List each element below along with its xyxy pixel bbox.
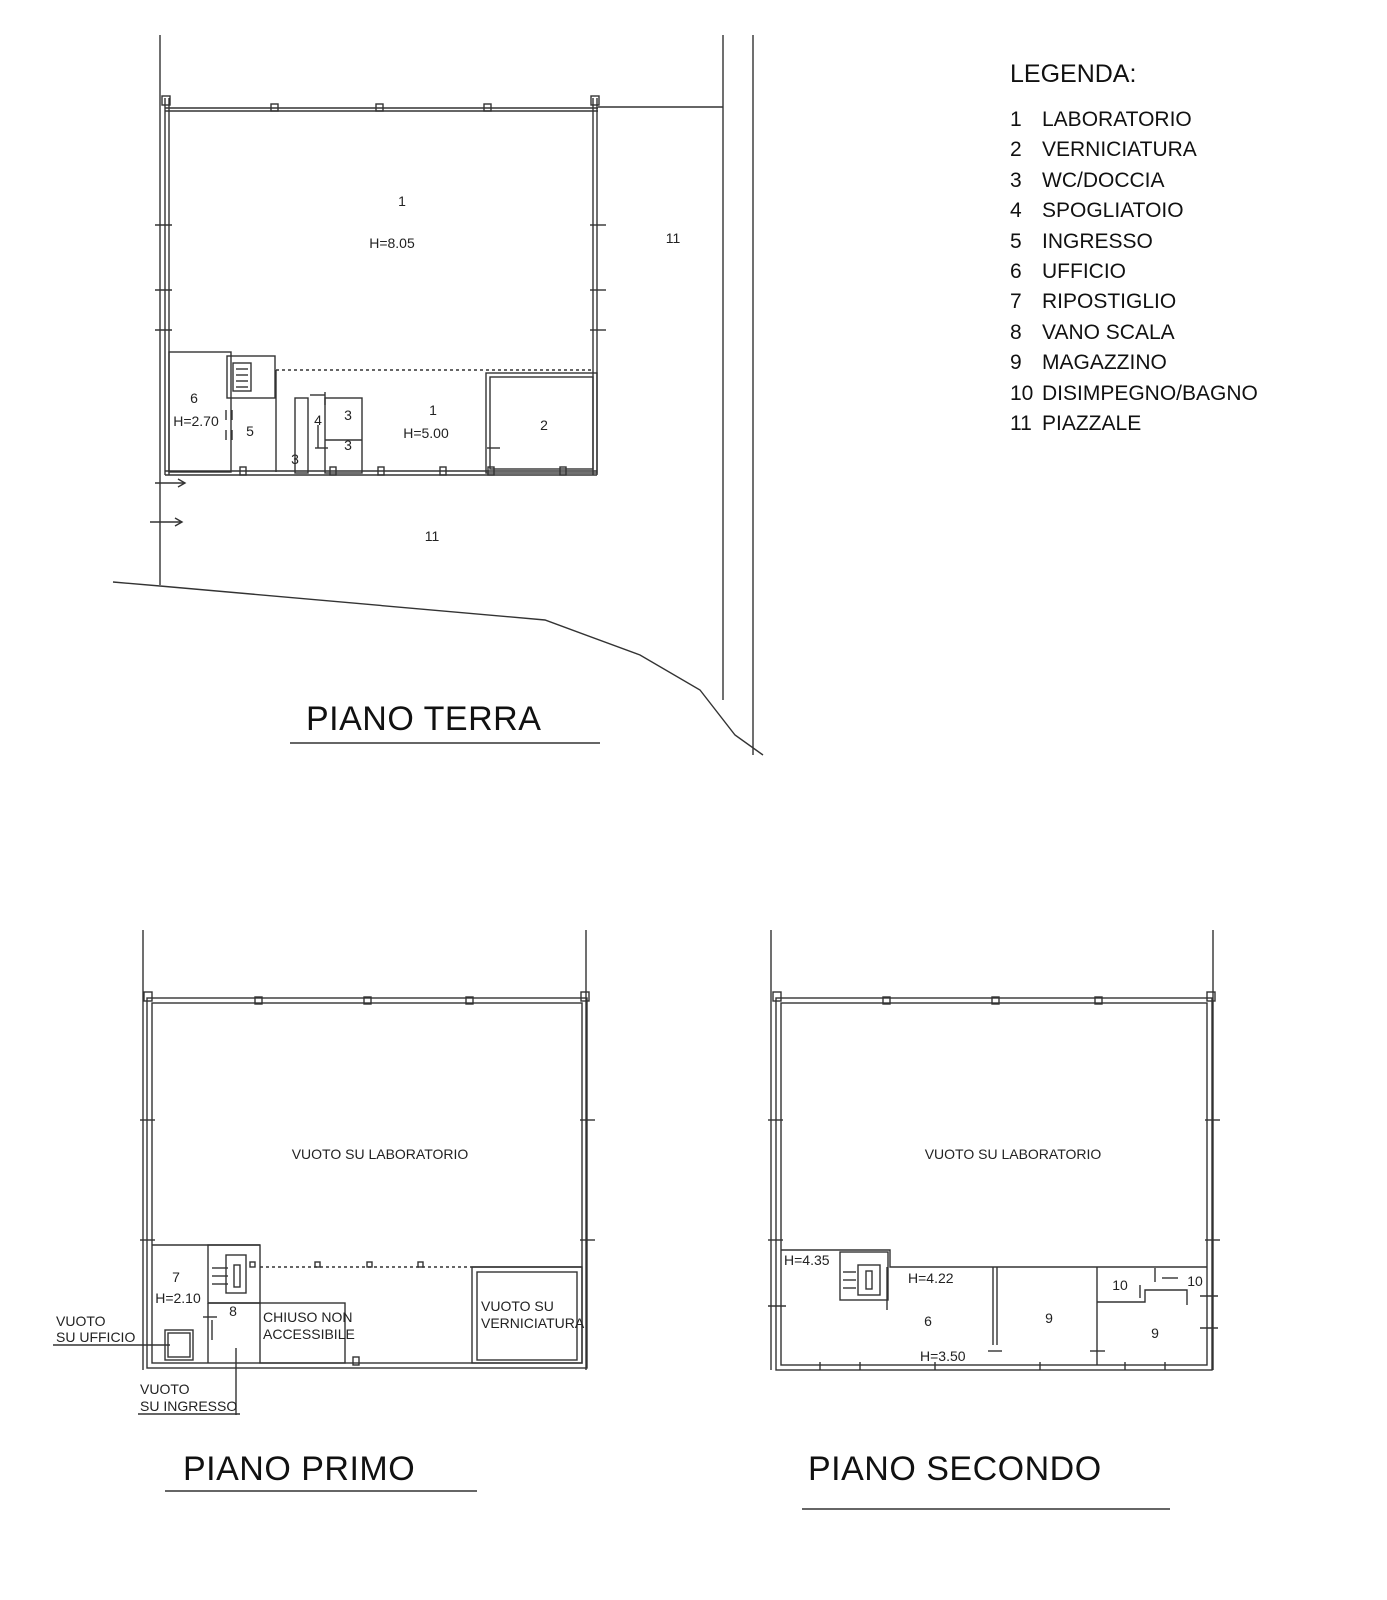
ps-uff-num: 6 xyxy=(924,1313,932,1329)
legend-item-label: VERNICIATURA xyxy=(1042,138,1197,162)
pp-void-vern-l1: VUOTO SU xyxy=(481,1298,554,1314)
pt-lab-height: H=8.05 xyxy=(369,235,415,251)
legend-item xyxy=(1010,135,1258,165)
pt-lab-num: 1 xyxy=(398,193,406,209)
legend-title: LEGENDA: xyxy=(1010,60,1137,88)
pp-rip-height: H=2.10 xyxy=(155,1290,201,1306)
pp-void-uff-l1: VUOTO xyxy=(56,1313,106,1329)
legend-item xyxy=(1010,196,1258,226)
ps-mag-b: 9 xyxy=(1151,1325,1159,1341)
legend-item-label: LABORATORIO xyxy=(1042,108,1192,131)
ps-h-422: H=4.22 xyxy=(908,1270,954,1286)
legend-item xyxy=(1010,348,1258,378)
pt-verniciatura-num: 2 xyxy=(540,417,548,433)
legend-item-label: RIPOSTIGLIO xyxy=(1042,290,1177,314)
pt-office-height: H=2.70 xyxy=(173,413,219,429)
legend-item-label: VANO SCALA xyxy=(1042,320,1175,344)
ps-h-435: H=4.35 xyxy=(784,1252,830,1268)
legend-item-num: 10 xyxy=(1010,381,1034,405)
legend-item-label: UFFICIO xyxy=(1042,259,1126,283)
pt-lab2-height: H=5.00 xyxy=(403,425,449,441)
piano-terra-title: PIANO TERRA xyxy=(306,700,542,738)
legend-item xyxy=(1010,166,1258,196)
piano-terra-plan xyxy=(113,35,763,755)
legend-item-label: PIAZZALE xyxy=(1042,411,1142,435)
legend-item xyxy=(1010,379,1258,409)
legend-item-num: 9 xyxy=(1010,351,1022,375)
piano-primo-plan xyxy=(53,930,595,1491)
pt-wc-b: 3 xyxy=(344,407,352,423)
ps-dis-b: 10 xyxy=(1187,1273,1203,1289)
pt-piazzale-bottom: 11 xyxy=(424,528,440,544)
pt-wc-a: 3 xyxy=(291,451,299,467)
pp-void-vern-l2: VERNICIATURA xyxy=(481,1315,585,1331)
ps-mag-a: 9 xyxy=(1045,1310,1053,1326)
pt-lab2-num: 1 xyxy=(429,402,437,418)
legend-item-num: 4 xyxy=(1010,199,1022,223)
pt-office-num: 6 xyxy=(190,390,198,406)
legend-item-num: 3 xyxy=(1010,168,1022,192)
pt-piazzale-right: 11 xyxy=(665,230,681,246)
legend-item-num: 5 xyxy=(1010,229,1022,253)
pp-void-ingr-l1: VUOTO xyxy=(140,1381,190,1397)
ps-dis-a: 10 xyxy=(1112,1277,1128,1293)
legend-item-label: SPOGLIATOIO xyxy=(1042,199,1184,223)
legend-item-num: 11 xyxy=(1010,411,1032,435)
pp-void-uff-l2: SU UFFICIO xyxy=(56,1329,136,1345)
pp-void-lab: VUOTO SU LABORATORIO xyxy=(291,1146,469,1162)
legend-item-num: 8 xyxy=(1010,320,1022,344)
legend-item xyxy=(1010,409,1258,439)
pt-ingresso-num: 5 xyxy=(246,423,254,439)
legend-item-num: 1 xyxy=(1010,108,1022,131)
legend-item xyxy=(1010,318,1258,348)
legend-item-num: 6 xyxy=(1010,259,1022,283)
pp-closed-l2: ACCESSIBILE xyxy=(263,1326,355,1342)
pp-rip-num: 7 xyxy=(172,1269,180,1285)
legend-item xyxy=(1010,257,1258,287)
legend-item-label: INGRESSO xyxy=(1042,229,1153,253)
legend-item xyxy=(1010,227,1258,257)
legend-item-label: DISIMPEGNO/BAGNO xyxy=(1042,381,1258,405)
ps-h-350: H=3.50 xyxy=(920,1348,966,1364)
pt-spogliatoio-num: 4 xyxy=(314,412,322,428)
legend-item-label: MAGAZZINO xyxy=(1042,351,1167,375)
legend-item xyxy=(1010,287,1258,317)
pp-void-ingr-l2: SU INGRESSO xyxy=(140,1398,238,1414)
legend-item xyxy=(1010,105,1258,135)
legend-item-num: 7 xyxy=(1010,290,1022,314)
piano-secondo-plan xyxy=(768,930,1220,1509)
legend-list xyxy=(1010,105,1258,439)
ps-void-lab: VUOTO SU LABORATORIO xyxy=(924,1146,1102,1162)
piano-primo-title: PIANO PRIMO xyxy=(183,1450,416,1488)
pt-wc-c: 3 xyxy=(344,437,352,453)
pp-closed-l1: CHIUSO NON xyxy=(263,1309,353,1325)
legend-item-num: 2 xyxy=(1010,138,1022,162)
pp-scala-num: 8 xyxy=(229,1303,237,1319)
legend-item-label: WC/DOCCIA xyxy=(1042,168,1165,192)
piano-secondo-title: PIANO SECONDO xyxy=(808,1450,1102,1488)
